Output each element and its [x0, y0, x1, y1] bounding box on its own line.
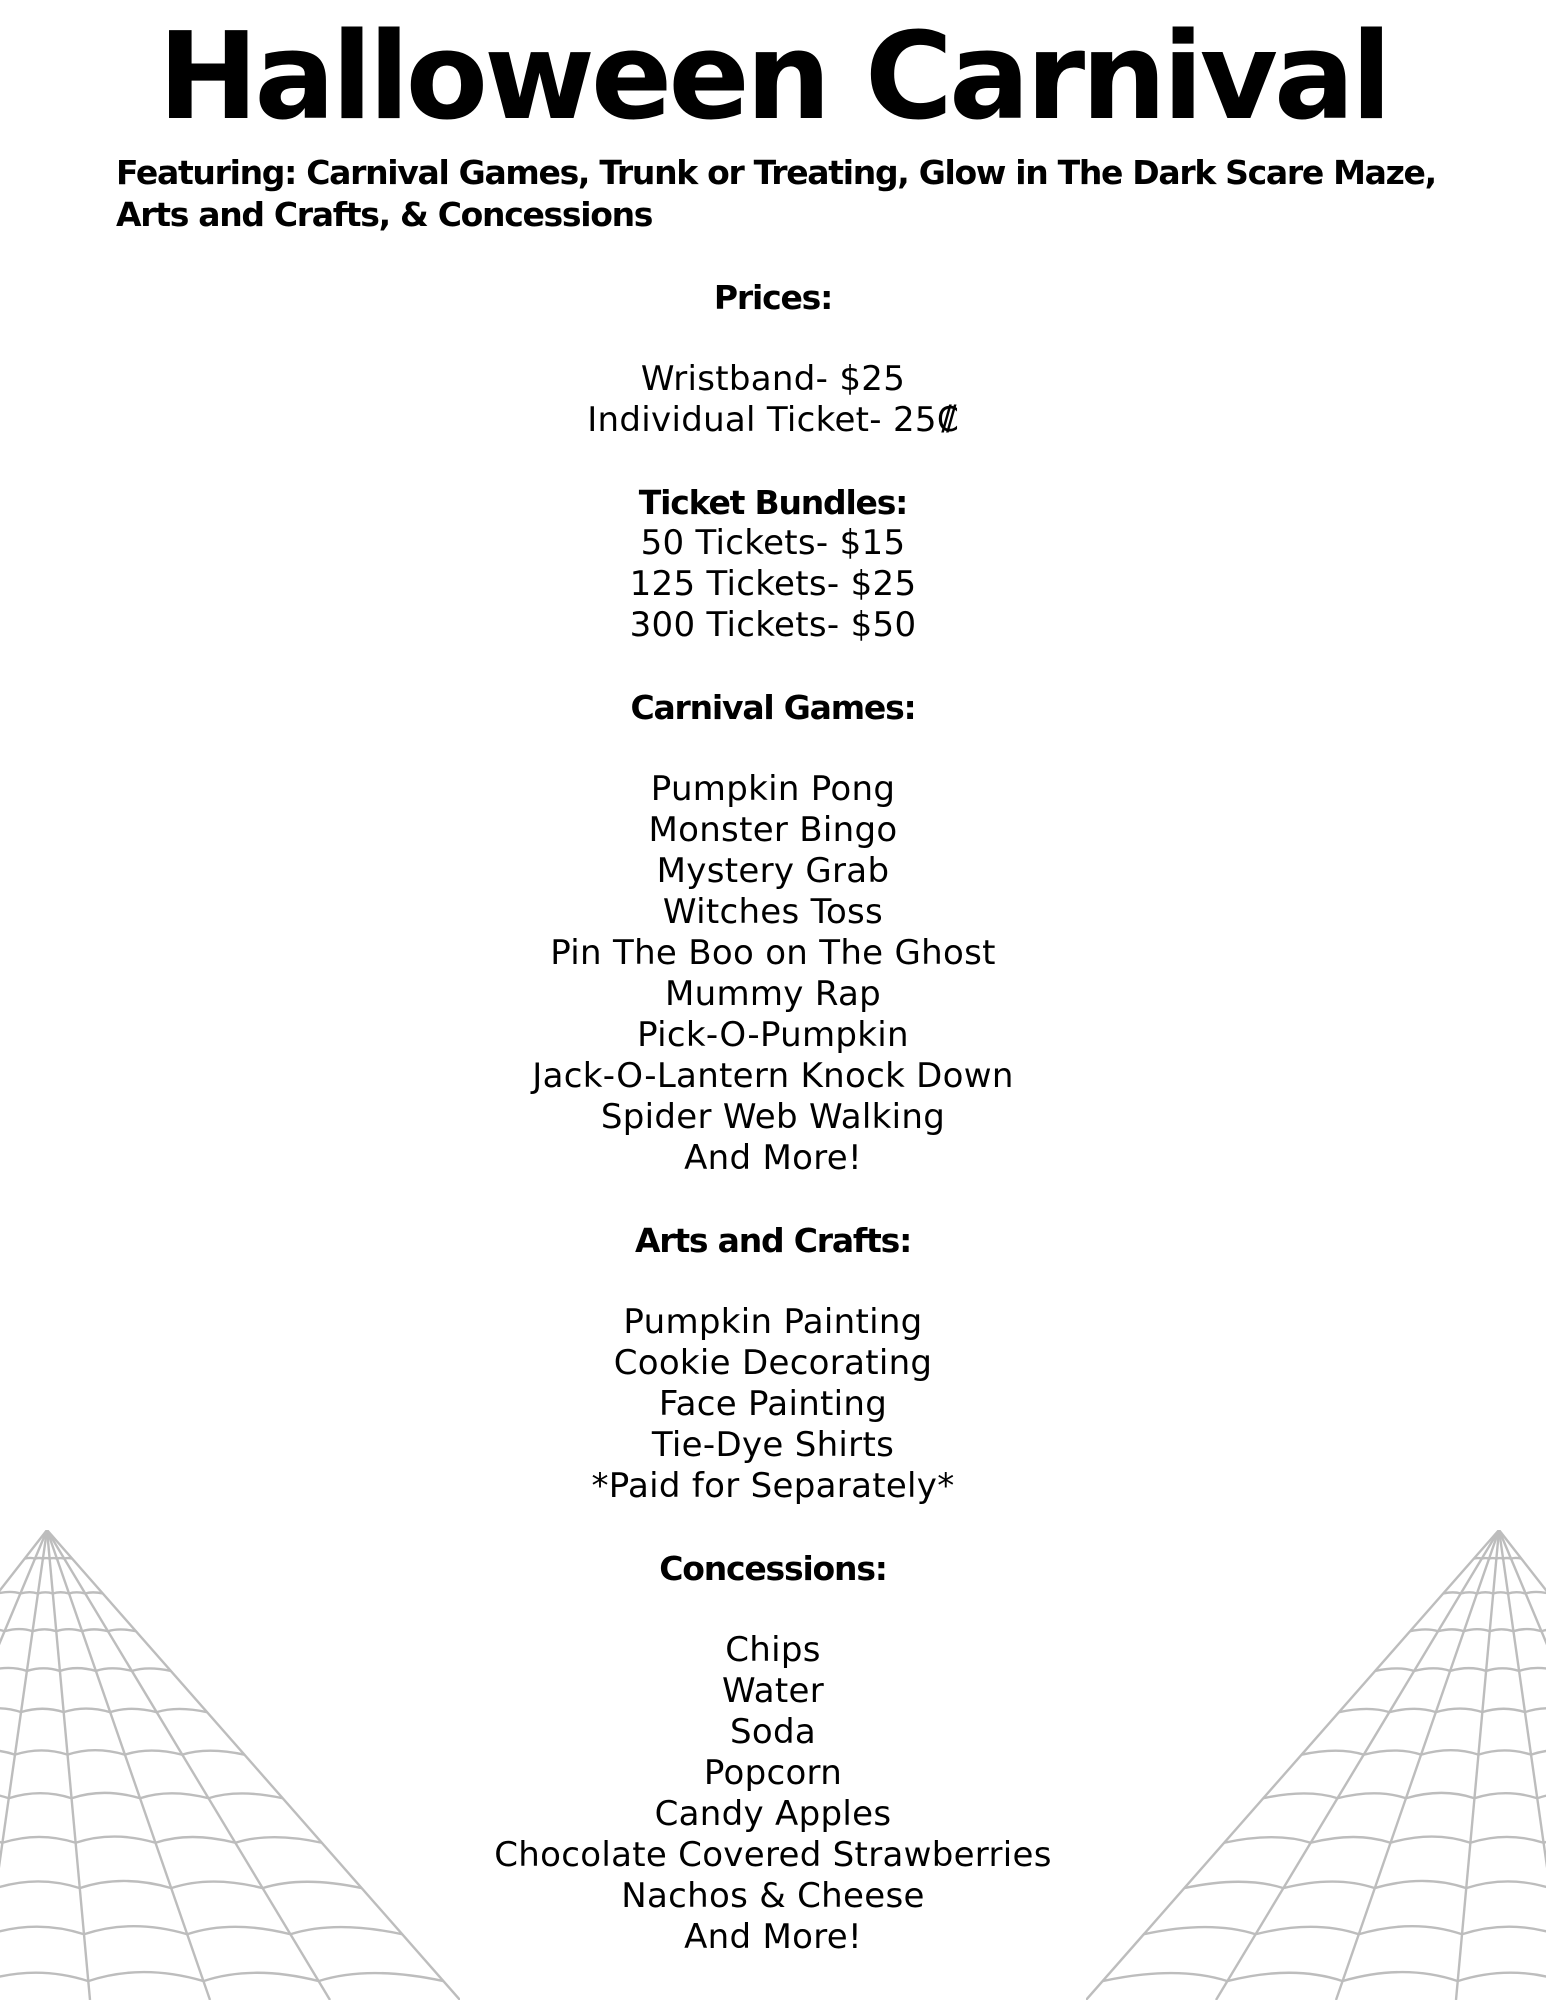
list-item: Pumpkin Painting	[623, 1302, 923, 1342]
list-item: Tie-Dye Shirts	[651, 1425, 895, 1465]
section-heading: Arts and Crafts:	[634, 1221, 912, 1260]
list-item: Face Painting	[658, 1384, 888, 1424]
featuring-text: Featuring: Carnival Games, Trunk or Treating, Glow in The Dark Scare Maze, Arts and Crafts, & Concessions	[116, 153, 1436, 234]
list-item: Popcorn	[703, 1753, 843, 1793]
list-item: *Paid for Separately*	[591, 1466, 955, 1506]
list-item: And More!	[684, 1917, 862, 1957]
page-title: Halloween Carnival	[157, 8, 1389, 147]
ticket-bundles-section	[0, 482, 1546, 646]
list-item: Individual Ticket- 25₡	[587, 400, 959, 440]
list-item: And More!	[684, 1138, 862, 1178]
list-item: Pick-O-Pumpkin	[637, 1015, 909, 1055]
list-item: 50 Tickets- $15	[640, 523, 906, 563]
section-heading: Ticket Bundles:	[638, 483, 908, 522]
list-item: Spider Web Walking	[600, 1097, 946, 1137]
list-item: Nachos & Cheese	[621, 1876, 925, 1916]
concessions-section	[0, 1548, 1546, 1958]
section-heading: Carnival Games:	[630, 688, 916, 727]
list-item: Candy Apples	[654, 1794, 892, 1834]
list-item: Chocolate Covered Strawberries	[494, 1835, 1052, 1875]
list-item: Soda	[729, 1712, 816, 1752]
list-item: Mummy Rap	[664, 974, 882, 1014]
list-item: Witches Toss	[662, 892, 884, 932]
list-item: Pin The Boo on The Ghost	[550, 933, 996, 973]
section-heading: Concessions:	[659, 1549, 887, 1588]
list-item: Monster Bingo	[648, 810, 898, 850]
list-item: Water	[721, 1671, 824, 1711]
list-item: Chips	[725, 1630, 821, 1670]
list-item: Wristband- $25	[640, 359, 906, 399]
prices-section	[0, 277, 1546, 441]
section-heading: Prices:	[713, 278, 833, 317]
arts-and-crafts-section	[0, 1220, 1546, 1507]
list-item: Pumpkin Pong	[650, 769, 896, 809]
list-item: 125 Tickets- $25	[629, 564, 917, 604]
list-item: Mystery Grab	[656, 851, 890, 891]
list-item: Cookie Decorating	[613, 1343, 933, 1383]
list-item: 300 Tickets- $50	[629, 605, 917, 645]
carnival-games-section	[0, 687, 1546, 1179]
list-item: Jack-O-Lantern Knock Down	[532, 1056, 1014, 1096]
